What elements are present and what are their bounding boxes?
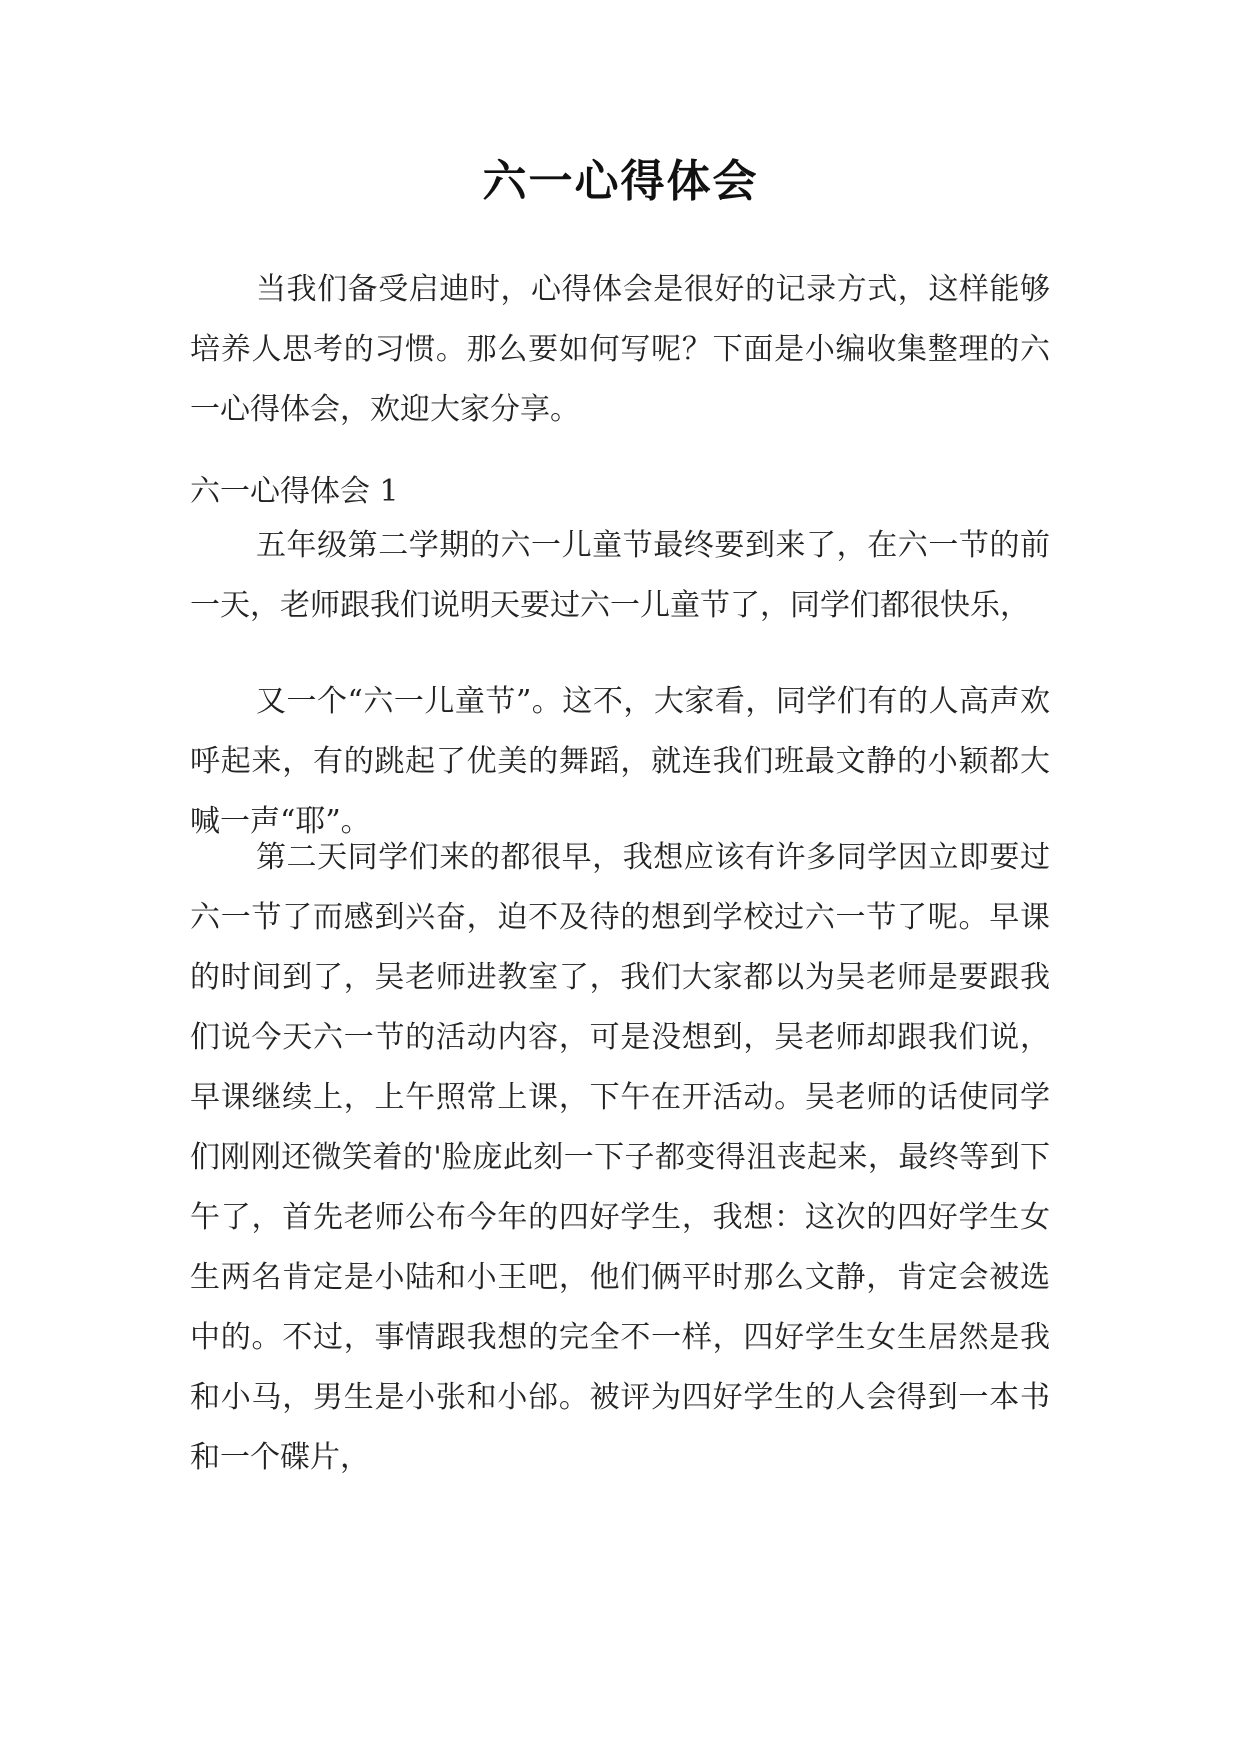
- body-paragraph-3: 第二天同学们来的都很早，我想应该有许多同学因立即要过六一节了而感到兴奋，迫不及待的想到学校过六一节了呢。早课的时间到了，吴老师进教室了，我们大家都以为吴老师是要跟我们说今天六一节的活动内容，可是没想到，吴老师却跟我们说，早课继续上，上午照常上课，下午在开活动。吴老师的话使同学们刚刚还微笑着的'脸庞此刻一下子都变得沮丧起来，最终等到下午了，首先老师公布今年的四好学生，我想：这次的四好学生女生两名肯定是小陆和小王吧，他们俩平时那么文静，肯定会被选中的。不过，事情跟我想的完全不一样，四好学生女生居然是我和小马，男生是小张和小邰。被评为四好学生的人会得到一本书和一个碟片，: [190, 840, 1050, 1475]
- intro-paragraph: 当我们备受启迪时，心得体会是很好的记录方式，这样能够培养人思考的习惯。那么要如何写呢？下面是小编收集整理的六一心得体会，欢迎大家分享。: [190, 272, 1050, 427]
- body-paragraph-2: 又一个“六一儿童节”。这不，大家看，同学们有的人高声欢呼起来，有的跳起了优美的舞蹈，就连我们班最文静的小颖都大喊一声“耶”。: [190, 684, 1050, 839]
- section-heading: 六一心得体会 1: [190, 474, 399, 509]
- body-paragraph-1: 五年级第二学期的六一儿童节最终要到来了，在六一节的前一天，老师跟我们说明天要过六一儿童节了，同学们都很快乐，: [190, 528, 1050, 623]
- document-title: 六一心得体会: [482, 156, 759, 207]
